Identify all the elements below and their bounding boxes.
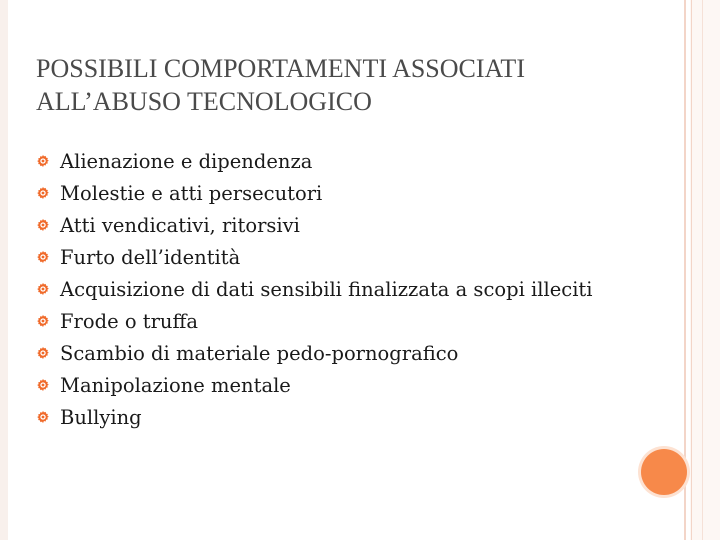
list-item [36, 401, 593, 433]
right-frame-line [691, 0, 692, 540]
list-item-label: Furto dell’identità [60, 245, 241, 269]
slide-title [36, 52, 676, 118]
list-item [36, 305, 593, 337]
slide-title-line-1: POSSIBILI COMPORTAMENTI ASSOCIATI [36, 54, 525, 83]
right-frame-band [690, 0, 720, 540]
list-item-label: Manipolazione mentale [60, 373, 291, 397]
list-item-label: Frode o truffa [60, 309, 198, 333]
gear-icon [36, 154, 50, 168]
left-frame-band [0, 0, 8, 540]
decorative-orange-circle [641, 449, 687, 495]
list-item-label: Molestie e atti persecutori [60, 181, 323, 205]
gear-icon [36, 218, 50, 232]
list-item [36, 209, 593, 241]
list-item [36, 337, 593, 369]
list-item [36, 241, 593, 273]
slide-title-line-2: ALL’ABUSO TECNOLOGICO [36, 87, 372, 116]
list-item [36, 273, 593, 305]
gear-icon [36, 410, 50, 424]
gear-icon [36, 378, 50, 392]
gear-icon [36, 186, 50, 200]
right-frame-line [702, 0, 703, 540]
list-item-label: Scambio di materiale pedo-pornografico [60, 341, 459, 365]
list-item [36, 145, 593, 177]
gear-icon [36, 314, 50, 328]
gear-icon [36, 346, 50, 360]
list-item-label: Atti vendicativi, ritorsivi [60, 213, 300, 237]
list-item [36, 369, 593, 401]
list-item-label: Alienazione e dipendenza [60, 149, 313, 173]
gear-icon [36, 282, 50, 296]
bullet-list [36, 145, 593, 433]
list-item [36, 177, 593, 209]
list-item-label: Acquisizione di dati sensibili finalizzata a scopi illeciti [60, 277, 593, 301]
right-frame-line [684, 0, 686, 540]
list-item-label: Bullying [60, 405, 142, 429]
gear-icon [36, 250, 50, 264]
